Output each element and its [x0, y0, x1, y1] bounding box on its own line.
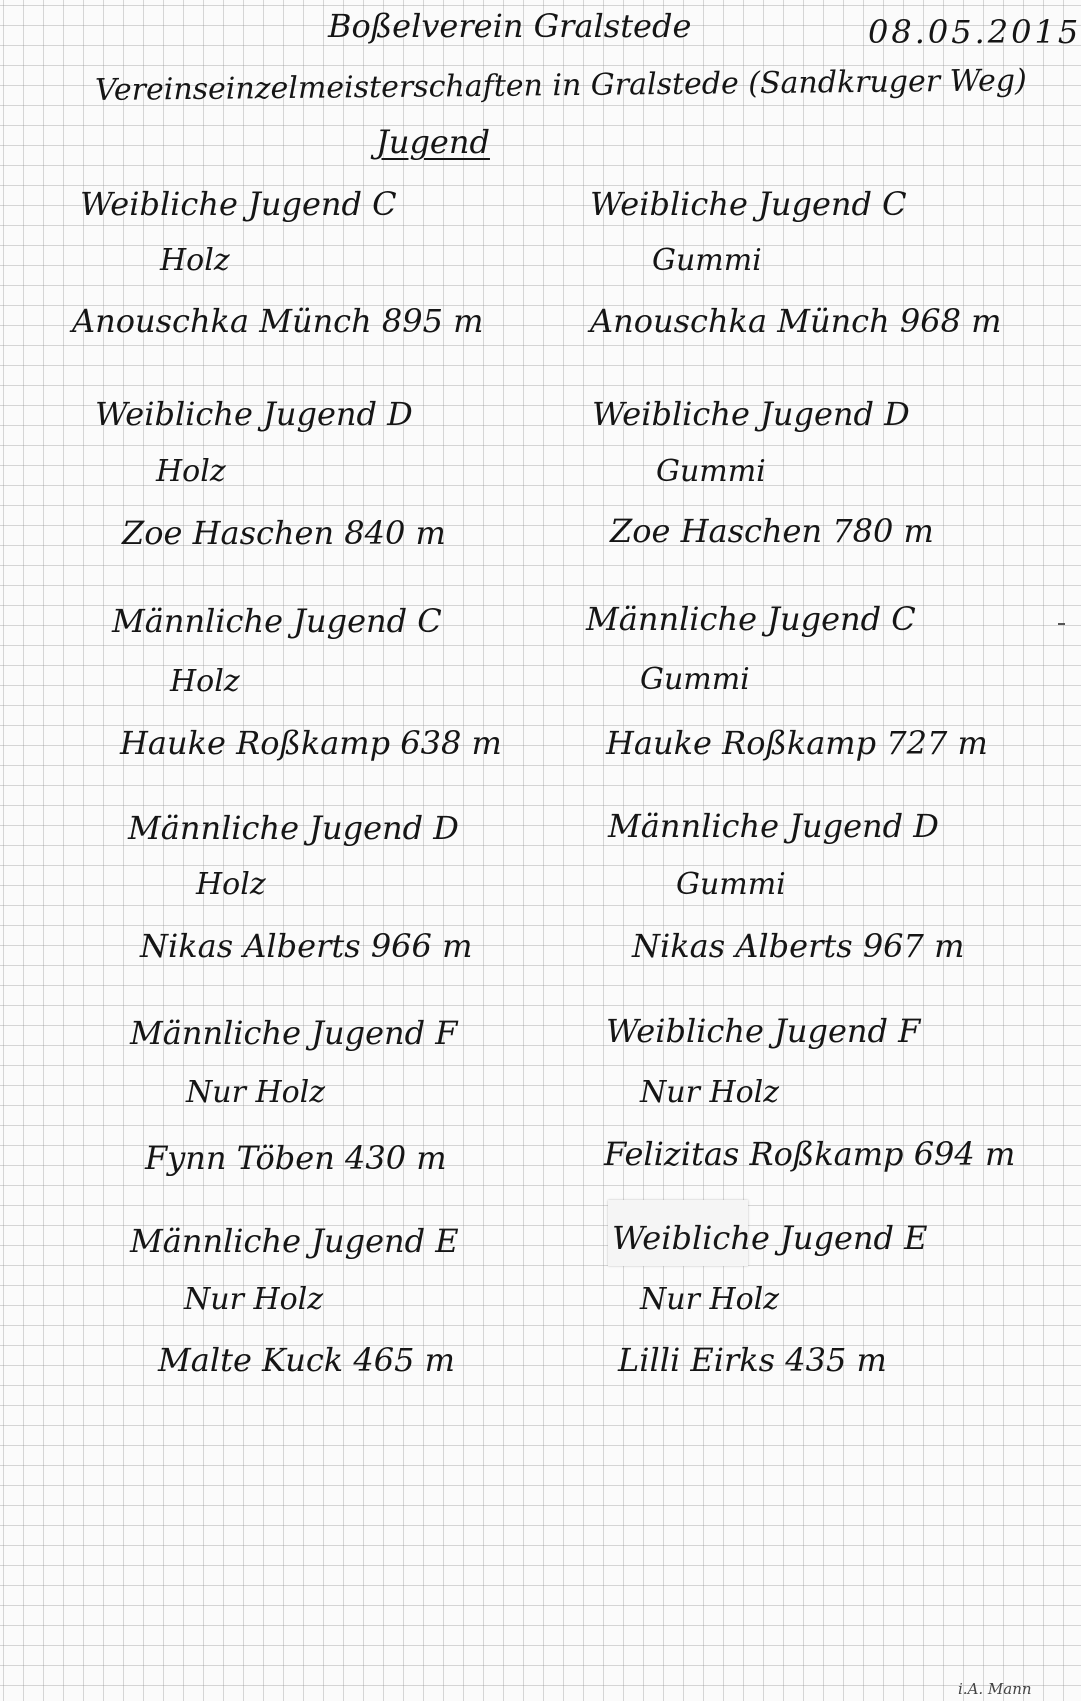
- result-category: Weibliche Jugend C: [80, 185, 397, 223]
- result-discipline: Holz: [160, 243, 230, 278]
- result-entry: Malte Kuck 465 m: [158, 1341, 455, 1379]
- result-entry: Nikas Alberts 966 m: [140, 927, 473, 965]
- result-category: Weibliche Jugend E: [612, 1219, 928, 1257]
- result-entry: Anouschka Münch 968 m: [590, 302, 1002, 340]
- result-entry: Lilli Eirks 435 m: [618, 1341, 887, 1379]
- result-discipline: Gummi: [656, 454, 766, 489]
- event-subtitle: Vereinseinzelmeisterschaften in Gralstede (Sandkruger Weg): [94, 63, 1027, 108]
- result-category: Männliche Jugend D: [608, 807, 939, 845]
- scan-speck: [1058, 623, 1065, 625]
- result-entry: Hauke Roßkamp 727 m: [606, 724, 988, 762]
- result-category: Männliche Jugend F: [130, 1014, 458, 1052]
- result-entry: Anouschka Münch 895 m: [72, 302, 484, 340]
- result-category: Weibliche Jugend D: [592, 395, 910, 433]
- result-discipline: Nur Holz: [640, 1075, 780, 1110]
- section-heading: Jugend: [376, 123, 490, 161]
- result-entry: Felizitas Roßkamp 694 m: [604, 1135, 1016, 1173]
- signature: i.A. Mann: [958, 1680, 1032, 1698]
- result-discipline: Gummi: [652, 243, 762, 278]
- result-discipline: Gummi: [676, 867, 786, 902]
- result-category: Weibliche Jugend C: [590, 185, 907, 223]
- result-discipline: Holz: [156, 454, 226, 489]
- result-entry: Hauke Roßkamp 638 m: [120, 724, 502, 762]
- result-entry: Fynn Töben 430 m: [145, 1139, 447, 1177]
- result-category: Männliche Jugend D: [128, 809, 459, 847]
- result-discipline: Nur Holz: [186, 1075, 326, 1110]
- result-category: Männliche Jugend C: [112, 602, 442, 640]
- result-discipline: Nur Holz: [184, 1282, 324, 1317]
- event-date: 08.05.2015: [868, 13, 1081, 51]
- result-entry: Nikas Alberts 967 m: [632, 927, 965, 965]
- result-entry: Zoe Haschen 840 m: [122, 514, 446, 552]
- result-category: Männliche Jugend C: [586, 600, 916, 638]
- result-discipline: Holz: [196, 867, 266, 902]
- result-entry: Zoe Haschen 780 m: [610, 512, 934, 550]
- result-category: Weibliche Jugend D: [95, 395, 413, 433]
- result-discipline: Gummi: [640, 662, 750, 697]
- result-discipline: Holz: [170, 664, 240, 699]
- result-category: Weibliche Jugend F: [606, 1012, 921, 1050]
- result-discipline: Nur Holz: [640, 1282, 780, 1317]
- result-category: Männliche Jugend E: [130, 1222, 459, 1260]
- club-title: Boßelverein Gralstede: [328, 7, 692, 45]
